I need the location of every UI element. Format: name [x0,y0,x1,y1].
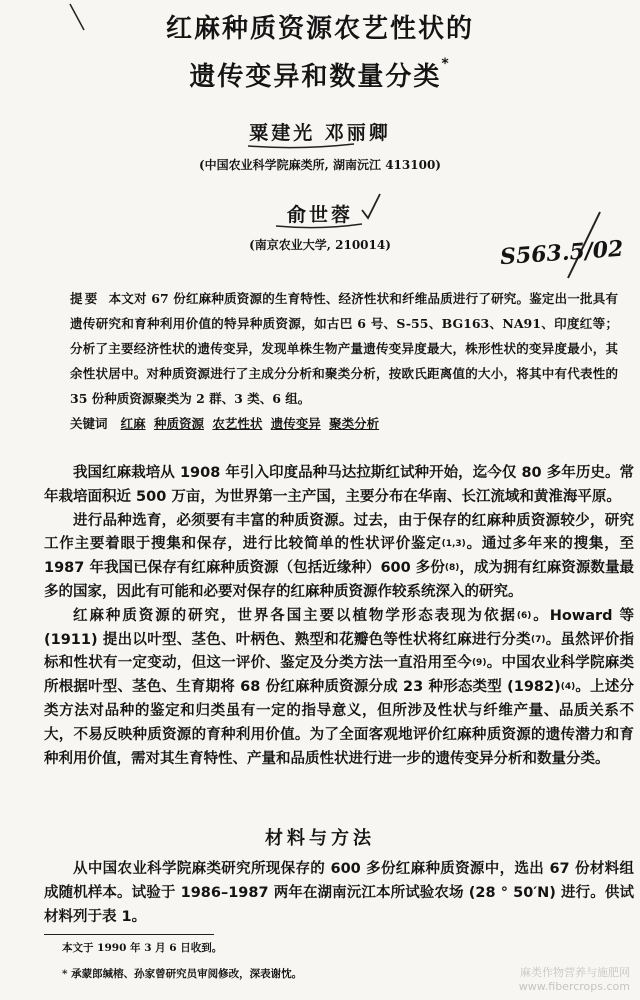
keyword: 种质资源 [153,416,204,431]
paragraph-3-part: 红麻种质资源的研究，世界各国主要以植物学形态表现为依据 [73,607,517,624]
citation: (8) [444,563,460,574]
watermark [519,966,630,994]
check-mark [362,194,380,218]
title-footnote-mark: * [441,56,451,72]
title-line-2-text: 遗传变异和数量分类 [189,62,442,92]
keywords [70,414,618,432]
author-underline-2 [276,224,362,228]
paragraph-2-part: ，成为拥有红麻资源数量最多的国家，因此有可能和必要对保存的红麻种质资源作较系统深入的研究。 [44,560,634,600]
title-line-1: 红麻种质资源农艺性状的 [165,14,474,44]
footnote-acknowledgement: * 承蒙郎缄榕、孙家曾研究员审阅修改，深表谢忱。 [62,968,303,980]
corner-stroke [70,4,84,30]
author-underline-1 [248,144,354,148]
paragraph-1: 我国红麻栽培从 1908 年引入印度品种马达拉斯红试种开始，迄今仅 80 多年历史。常年栽培面积近 500 万亩，为世界第一主产国，主要分布在华南、长江流域和黄淮海平原。 [44,465,634,505]
author-names-2: 俞世蓉 [286,204,353,226]
paragraph-2-part: 。通过多年来的搜集，至 1987 年我国已保存有红麻种质资源（包括近缘种）600 多份 [44,536,634,577]
citation: (9) [471,658,487,669]
handwritten-call-number: S563.5/02 [499,235,625,271]
keywords-label: 关键词 [70,416,108,431]
affiliation-1: (中国农业科学院麻类所, 湖南沅江 413100) [199,158,441,172]
author-names-1: 粟建光 邓丽卿 [249,122,391,144]
affiliation-2: (南京农业大学, 210014) [249,238,391,252]
citation: (7) [530,634,546,645]
citation: (4) [560,682,576,693]
paragraph-3 [44,605,634,772]
citation: (1,3) [441,539,466,550]
watermark-line-1: 麻类作物营养与施肥网 [520,966,630,979]
abstract-text: 本文对 67 份红麻种质资源的生育特性、经济性状和纤维品质进行了研究。鉴定出一批具有遗传研究和育种利用价值的特异种质资源，如古巴 6 号、S-55、BG163、NA91、印度红等；分析了主要经济性状的遗传变异，发现单株生物产量遗传变异度最大，株形性状的变异度最小，其余性状居中。对种质资源进行了主成分分析和聚类分析，按欧氏距离值的大小，将其中有代表性的 35 份种质资源聚类为 2 群、3 类、6 组。 [70,291,618,406]
paragraph-3-part: 。中国农业科学院麻类所根据叶型、茎色、生育期将 68 份红麻种质资源分成 23 种形态类型 (1982) [44,655,635,696]
watermark-line-2: www.fibercrops.com [518,980,630,993]
keyword: 农艺性状 [212,416,263,431]
footnote-divider [44,934,214,935]
keyword: 遗传变异 [270,416,321,431]
abstract-label: 提要 [70,291,100,306]
abstract [70,286,618,411]
keyword: 聚类分析 [329,416,380,431]
section-heading: 材料与方法 [265,828,375,849]
methods-paragraph: 从中国农业科学院麻类研究所现保存的 600 多份红麻种质资源中，选出 67 份材料组成随机样本。试验于 1986–1987 两年在湖南沅江本所试验农场 (28 ° 50′N) 进行。供试材料列于表 1。 [44,861,634,925]
keyword: 红麻 [120,416,146,431]
paragraph-3-part: 。Howard 等 (1911) 提出以叶型、茎色、叶柄色、熟型和花瓣色等性状将红麻进行分类 [44,607,634,648]
introduction [44,462,634,771]
citation: (6) [516,610,532,621]
paragraph-2 [44,510,634,605]
methods-section [44,858,634,929]
paragraph-3-part: 。上述分类方法对品种的鉴定和归类虽有一定的指导意义，但所涉及性状与纤维产量、品质关系不大，不易反映种质资源的育种利用价值。为了全面客观地评价红麻种质资源的遗传潜力和育种利用价值，需对其生育特性、产量和品质性状进行进一步的遗传变异分析和数量分类。 [44,679,634,767]
paragraph-3-part: 。虽然评价指标和性状有一定变动，但这一评价、鉴定及分类方法一直沿用至今 [44,631,635,672]
paragraph-2-part: 进行品种选育，必须要有丰富的种质资源。过去，由于保存的红麻种质资源较少，研究工作主要着眼于搜集和保存，进行比较简单的性状评价鉴定 [44,512,634,553]
footnote-received: 本文于 1990 年 3 月 6 日收到。 [62,942,223,954]
